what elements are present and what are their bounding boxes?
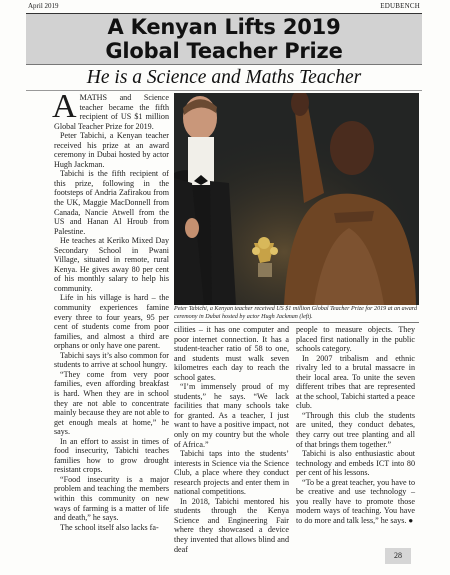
paragraph: The school itself also lacks fa- xyxy=(60,522,159,532)
headline-line-2: Global Teacher Prize xyxy=(105,39,343,63)
issue-date: April 2019 xyxy=(28,2,59,10)
photo-illustration xyxy=(174,93,419,305)
headline-line-1: A Kenyan Lifts 2019 xyxy=(107,15,341,39)
article-column-3 xyxy=(296,325,415,525)
paragraph: “They come from very poor families, even affording breakfast is hard. When they are in school they are not able to concentrate mainly because they are not able to get enough meals at home,” he says. xyxy=(54,369,169,437)
paragraph: Tabichi taps into the students’ interests in Science via the Science Club, a place where they conduct research projects and enter them in national competitions. xyxy=(174,449,289,497)
page-number: 28 xyxy=(385,548,411,564)
paragraph: In 2007 tribalism and ethnic rivalry led to a brutal massacre in their local area. To unite the seven different tribes that are represented at the school, Tabichi started a peace club. xyxy=(296,353,415,411)
paragraph: “To be a great teacher, you have to be creative and use technology – you really have to promote those modern ways of teaching. You have to do more and talk less,” he says. ● xyxy=(296,477,415,525)
paragraph: “I’m immensely proud of my students,” he says. “We lack facilities that many schools take for granted. As a teacher, I just want to have a positive impact, not only on my country but the whole of Africa.” xyxy=(174,382,289,449)
publication-name: EDUBENCH xyxy=(380,2,420,10)
drop-cap: A xyxy=(52,88,77,125)
paragraph: Tabichi is also enthusiastic about technology and embeds ICT into 80 per cent of his lessons. xyxy=(296,449,415,478)
paragraph: “Food insecurity is a major problem and teaching the members within this community on new ways of farming is a matter of life and death,” he says. xyxy=(54,474,169,523)
paragraph: Tabichi is the fifth recipient of this prize, following in the footsteps of Andria Zafirakou from the UK, Maggie MacDonnell from Canada, Nancie Atwell from the US and Hanan Al Hroub from Palestine. xyxy=(54,169,169,236)
paragraph: He teaches at Keriko Mixed Day Secondary School in Pwani Village, situated in remote, rural Kenya. He gives away 80 per cent of his monthly salary to help his community. xyxy=(54,236,169,293)
article-column-1 xyxy=(52,88,169,532)
photo-caption: Peter Tabichi, a Kenyan teacher received US $1 million Global Teacher Prize for 2019 at an award ceremony in Dubai hosted by actor Hugh Jackman (left). xyxy=(174,306,419,323)
running-header xyxy=(26,1,422,14)
paragraph: In an effort to assist in times of food insecurity, Tabichi teaches families how to grow drought resistant crops. xyxy=(54,436,169,475)
paragraph: Tabichi says it’s also common for students to arrive at school hungry. xyxy=(54,350,169,370)
paragraph: Life in his village is hard – the community experiences famine every three to four years, 95 per cent of students come from poor families, and almost a third are orphans or only have one parent. xyxy=(54,293,169,351)
paragraph: people to measure objects. They placed first nationally in the public schools category. xyxy=(296,325,415,354)
headline-banner xyxy=(26,14,422,65)
paragraph: cilities – it has one computer and poor internet connection. It has a student-teacher ratio of 58 to one, and students must walk seven kilometres each day to reach the school gates. xyxy=(174,325,289,382)
subheadline: He is a Science and Maths Teacher xyxy=(26,66,422,91)
paragraph: MATHS and Science teacher became the fifth recipient of US $1 million Global Teacher Prize for 2019. xyxy=(54,93,169,131)
article-column-2 xyxy=(174,325,289,554)
paragraph: Peter Tabichi, a Kenyan teacher received his prize at an award ceremony in Dubai hosted by actor Hugh Jackman. xyxy=(54,131,169,169)
paragraph: “Through this club the students are united, they conduct debates, they carry out tree planting and all of that brings them together.” xyxy=(296,410,415,449)
paragraph: In 2018, Tabichi mentored his students through the Kenya Science and Engineering Fair where they showcased a device they invented that allows blind and deaf xyxy=(174,496,289,554)
award-ceremony-photo xyxy=(174,93,419,305)
